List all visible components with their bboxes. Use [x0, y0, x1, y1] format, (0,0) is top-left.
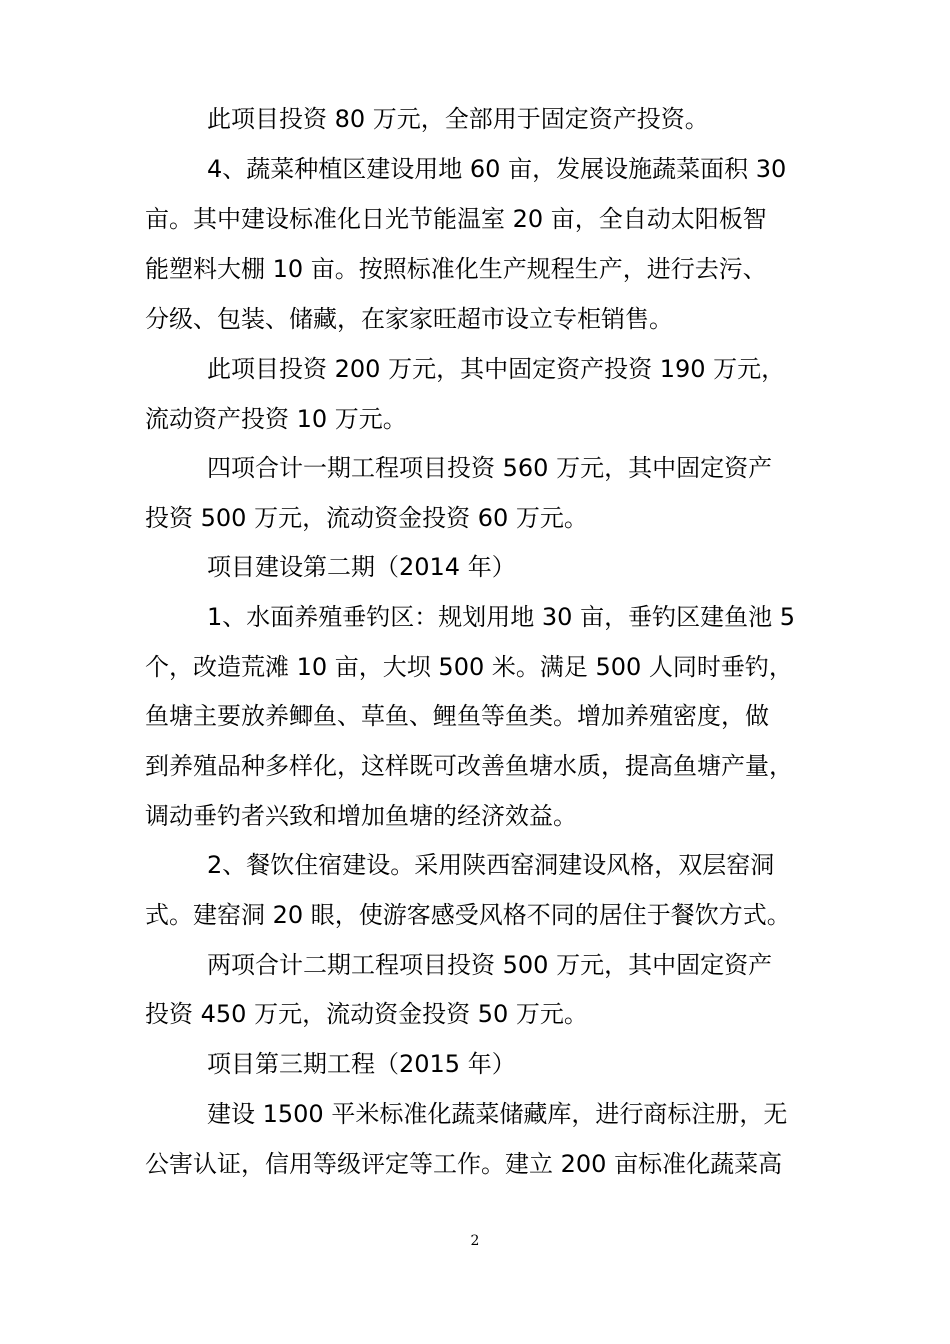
text-line: 建设 1500 平米标准化蔬菜储藏库，进行商标注册，无: [207, 1100, 788, 1128]
text-line: 鱼塘主要放养鲫鱼、草鱼、鲤鱼等鱼类。增加养殖密度，做: [145, 702, 769, 730]
text-line: 到养殖品种多样化，这样既可改善鱼塘水质，提高鱼塘产量，: [145, 752, 793, 780]
text-line: 公害认证，信用等级评定等工作。建立 200 亩标准化蔬菜高: [145, 1150, 783, 1178]
text-line: 调动垂钓者兴致和增加鱼塘的经济效益。: [145, 802, 577, 830]
text-line: 1、水面养殖垂钓区：规划用地 30 亩，垂钓区建鱼池 5: [207, 603, 795, 631]
text-line: 投资 500 万元，流动资金投资 60 万元。: [145, 504, 588, 532]
section-heading: 项目第三期工程（2015 年）: [207, 1050, 516, 1078]
text-line: 四项合计一期工程项目投资 560 万元，其中固定资产: [207, 454, 773, 482]
text-line: 流动资产投资 10 万元。: [145, 405, 407, 433]
text-line: 分级、包装、储藏，在家家旺超市设立专柜销售。: [145, 305, 673, 333]
text-line: 个，改造荒滩 10 亩，大坝 500 米。满足 500 人同时垂钓，: [145, 653, 793, 681]
text-line: 亩。其中建设标准化日光节能温室 20 亩，全自动太阳板智: [145, 205, 767, 233]
text-line: 此项目投资 80 万元，全部用于固定资产投资。: [207, 105, 709, 133]
text-line: 2、餐饮住宿建设。采用陕西窑洞建设风格，双层窑洞: [207, 851, 775, 879]
text-line: 能塑料大棚 10 亩。按照标准化生产规程生产，进行去污、: [145, 255, 767, 283]
text-line: 投资 450 万元，流动资金投资 50 万元。: [145, 1000, 588, 1028]
text-line: 此项目投资 200 万元，其中固定资产投资 190 万元，: [207, 355, 786, 383]
text-line: 两项合计二期工程项目投资 500 万元，其中固定资产: [207, 951, 773, 979]
section-heading: 项目建设第二期（2014 年）: [207, 553, 516, 581]
page-number: 2: [470, 1233, 480, 1249]
text-line: 式。建窑洞 20 眼，使游客感受风格不同的居住于餐饮方式。: [145, 901, 791, 929]
text-line: 4、蔬菜种植区建设用地 60 亩，发展设施蔬菜面积 30: [207, 155, 787, 183]
